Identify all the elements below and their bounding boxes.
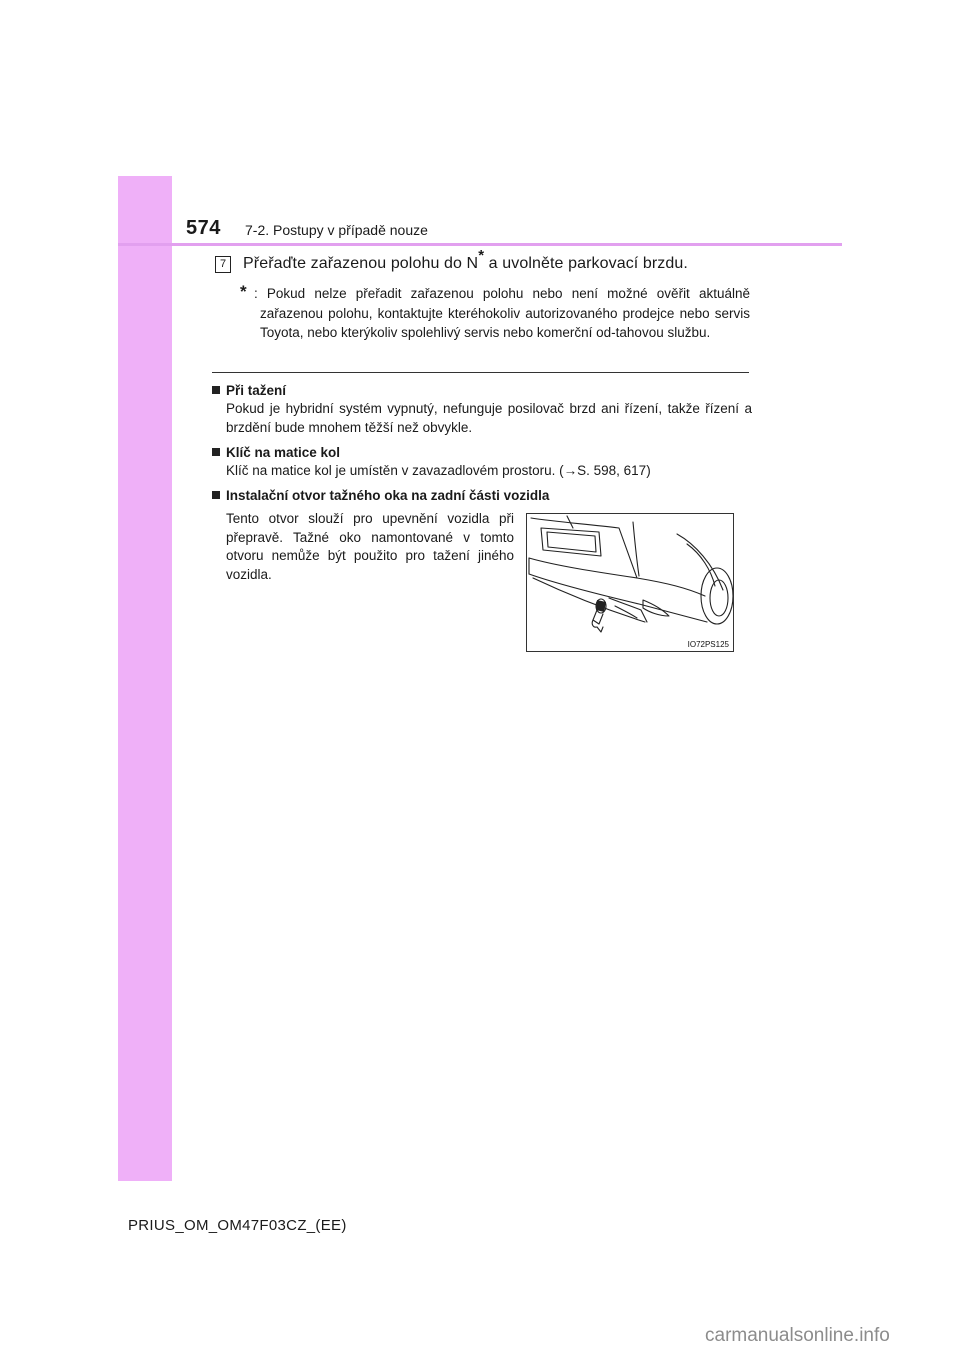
header-rule — [118, 243, 842, 246]
illustration-code: IO72PS125 — [687, 640, 729, 649]
step-number-box: 7 — [215, 256, 231, 273]
note-tow-hole — [212, 486, 752, 505]
step-text-after: a uvolněte parkovací brzdu. — [484, 255, 688, 272]
footnote — [240, 284, 750, 343]
step-text-before: Přeřaďte zařazenou polohu do N — [243, 255, 479, 272]
note-heading: Klíč na matice kol — [212, 443, 752, 462]
square-bullet-icon — [212, 386, 220, 394]
footnote-star-marker: * — [478, 246, 485, 264]
footnote-text: : Pokud nelze přeřadit zařazenou polohu nebo není možné ověřit aktuálně zařazenou polohu, kontaktujte kteréhokoliv autorizovaného prodejce nebo servis Toyota, nebo kterýkoliv spolehlivý servis nebo komerční od-tahovou službu. — [254, 286, 750, 340]
section-divider — [212, 372, 749, 373]
footnote-marker: * — [240, 282, 247, 301]
note-wheel-wrench — [212, 443, 752, 481]
page-number: 574 — [186, 217, 221, 239]
note-text: Klíč na matice kol je umístěn v zavazadlovém prostoru. (→S. 598, 617) — [226, 463, 651, 478]
square-bullet-icon — [212, 448, 220, 456]
tow-hole-description: Tento otvor slouží pro upevnění vozidla při přepravě. Tažné oko namontované v tomto otvoru nemůže být použito pro tažení jiného vozidla. — [226, 511, 514, 582]
note-heading: Při tažení — [212, 381, 752, 400]
document-code: PRIUS_OM_OM47F03CZ_(EE) — [128, 1217, 347, 1234]
note-towing — [212, 381, 752, 437]
step-text — [243, 246, 688, 273]
section-title: 7-2. Postupy v případě nouze — [245, 222, 428, 238]
square-bullet-icon — [212, 491, 220, 499]
car-rear-drawing — [527, 514, 733, 651]
note-heading: Instalační otvor tažného oka na zadní části vozidla — [212, 486, 752, 505]
note-text: Pokud je hybridní systém vypnutý, nefunguje posilovač brzd ani řízení, takže řízení a brzdění bude mnohem těžší než obvykle. — [226, 401, 752, 435]
chapter-sidebar-tab — [118, 176, 172, 1181]
rear-bumper-tow-eye-illustration — [526, 513, 734, 652]
watermark: carmanualsonline.info — [705, 1325, 890, 1346]
